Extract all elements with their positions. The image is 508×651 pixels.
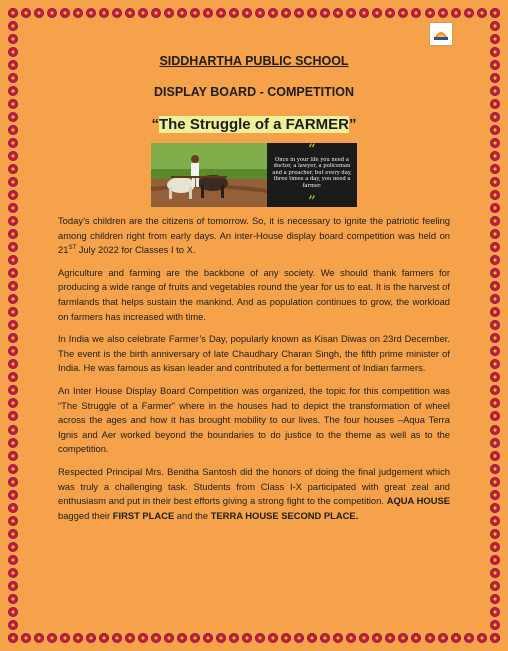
- border-flower-icon: [177, 8, 187, 18]
- border-flower-icon: [8, 307, 18, 317]
- border-flower-icon: [490, 529, 500, 539]
- border-flower-icon: [398, 633, 408, 643]
- border-flower-icon: [333, 633, 343, 643]
- border-flower-icon: [346, 8, 356, 18]
- border-flower-icon: [8, 21, 18, 31]
- border-flower-icon: [8, 281, 18, 291]
- border-flower-icon: [490, 542, 500, 552]
- competition-theme: [58, 116, 450, 133]
- border-flower-icon: [490, 594, 500, 604]
- border-flower-icon: [372, 633, 382, 643]
- border-flower-icon: [8, 333, 18, 343]
- border-flower-icon: [490, 581, 500, 591]
- border-flower-icon: [21, 8, 31, 18]
- first-place-house: AQUA HOUSE: [386, 495, 450, 507]
- border-flower-icon: [8, 555, 18, 565]
- border-flower-icon: [203, 633, 213, 643]
- border-flower-icon: [490, 99, 500, 109]
- school-logo-icon: [429, 22, 453, 46]
- border-flower-icon: [490, 73, 500, 83]
- border-flower-icon: [242, 8, 252, 18]
- border-flower-icon: [8, 464, 18, 474]
- border-flower-icon: [490, 516, 500, 526]
- border-flower-icon: [216, 8, 226, 18]
- border-flower-icon: [346, 633, 356, 643]
- intro-text: Today’s children are the citizens of tomorrow. So, it is necessary to ignite the patriotic feeling among children right from early days. An inter-House display board competition was held on 21: [58, 215, 450, 256]
- paragraph-intro: [58, 214, 450, 258]
- border-flower-icon: [73, 633, 83, 643]
- border-flower-icon: [8, 503, 18, 513]
- border-flower-icon: [73, 8, 83, 18]
- border-flower-icon: [490, 555, 500, 565]
- border-flower-icon: [8, 411, 18, 421]
- border-flower-icon: [490, 620, 500, 630]
- article: [58, 50, 450, 523]
- farmer-ploughing-photo: [151, 143, 267, 207]
- quote-close-mark: ”: [308, 194, 316, 209]
- border-flower-icon: [451, 8, 461, 18]
- border-flower-icon: [138, 8, 148, 18]
- border-flower-icon: [60, 8, 70, 18]
- border-flower-icon: [398, 8, 408, 18]
- border-flower-icon: [425, 8, 435, 18]
- border-flower-icon: [490, 464, 500, 474]
- border-flower-icon: [8, 620, 18, 630]
- border-flower-icon: [8, 34, 18, 44]
- farmer-quote-box: [267, 143, 357, 207]
- border-flower-icon: [490, 177, 500, 187]
- border-flower-icon: [8, 99, 18, 109]
- border-flower-icon: [490, 216, 500, 226]
- theme-close-quote: ”: [349, 116, 357, 133]
- border-flower-icon: [8, 425, 18, 435]
- border-flower-icon: [372, 8, 382, 18]
- border-flower-icon: [490, 333, 500, 343]
- border-flower-icon: [8, 438, 18, 448]
- date-ordinal-suffix: ST: [68, 245, 77, 252]
- border-flower-icon: [151, 8, 161, 18]
- border-flower-icon: [490, 112, 500, 122]
- paragraph-competition: An Inter House Display Board Competition was organized, the topic for this competition was “The Struggle of a Farmer” where in the houses had to depict the transformation of wheel across the ages and how it has brought mobility to our lives. The four houses –Aqua Terra Ignis and Aer worked beyond the boundaries to do justice to the theme as well as to the competition.: [58, 384, 450, 455]
- border-flower-icon: [294, 633, 304, 643]
- border-flower-icon: [8, 607, 18, 617]
- border-flower-icon: [490, 503, 500, 513]
- border-flower-icon: [490, 307, 500, 317]
- results-connector: bagged their: [58, 509, 113, 521]
- border-flower-icon: [8, 359, 18, 369]
- border-flower-icon: [281, 8, 291, 18]
- border-flower-icon: [464, 633, 474, 643]
- border-flower-icon: [490, 294, 500, 304]
- second-place-label: TERRA HOUSE SECOND PLACE.: [210, 509, 359, 521]
- border-flower-icon: [255, 8, 265, 18]
- border-flower-icon: [216, 633, 226, 643]
- border-flower-icon: [490, 411, 500, 421]
- border-flower-icon: [490, 203, 500, 213]
- border-flower-icon: [490, 125, 500, 135]
- border-flower-icon: [490, 164, 500, 174]
- border-flower-icon: [8, 86, 18, 96]
- border-flower-icon: [464, 8, 474, 18]
- paragraph-results: [58, 465, 450, 523]
- border-flower-icon: [151, 633, 161, 643]
- border-flower-icon: [125, 633, 135, 643]
- border-flower-icon: [490, 268, 500, 278]
- border-flower-icon: [190, 633, 200, 643]
- border-flower-icon: [21, 633, 31, 643]
- border-flower-icon: [438, 633, 448, 643]
- border-flower-icon: [177, 633, 187, 643]
- border-flower-icon: [490, 568, 500, 578]
- border-flower-icon: [385, 8, 395, 18]
- border-flower-icon: [320, 633, 330, 643]
- border-flower-icon: [490, 34, 500, 44]
- school-emblem-icon: [432, 25, 450, 43]
- border-flower-icon: [490, 229, 500, 239]
- border-flower-icon: [425, 633, 435, 643]
- border-flower-icon: [8, 372, 18, 382]
- border-flower-icon: [8, 255, 18, 265]
- border-flower-icon: [477, 633, 487, 643]
- border-flower-icon: [490, 490, 500, 500]
- border-flower-icon: [490, 190, 500, 200]
- border-flower-icon: [8, 268, 18, 278]
- border-flower-icon: [490, 21, 500, 31]
- border-flower-icon: [60, 633, 70, 643]
- paragraph-agriculture: Agriculture and farming are the backbone of any society. We should thank farmers for producing a wide range of fruits and vegetables round the year for us to eat. It is the harvest of farmlands that helps sustain the mankind. And as population continues to grow, the workload on farmers has increased with time.: [58, 266, 450, 322]
- border-flower-icon: [490, 242, 500, 252]
- border-flower-icon: [490, 607, 500, 617]
- border-flower-icon: [294, 8, 304, 18]
- border-flower-icon: [490, 47, 500, 57]
- border-flower-icon: [333, 8, 343, 18]
- border-flower-icon: [8, 177, 18, 187]
- border-flower-icon: [490, 320, 500, 330]
- theme-open-quote: “: [151, 116, 159, 133]
- border-flower-icon: [8, 138, 18, 148]
- border-flower-icon: [268, 8, 278, 18]
- school-name: SIDDHARTHA PUBLIC SCHOOL: [159, 54, 349, 68]
- border-flower-icon: [8, 60, 18, 70]
- border-flower-icon: [8, 477, 18, 487]
- bottom-flower-border: [8, 631, 500, 645]
- right-flower-border: [488, 8, 502, 643]
- border-flower-icon: [8, 320, 18, 330]
- border-flower-icon: [359, 8, 369, 18]
- border-flower-icon: [8, 294, 18, 304]
- border-flower-icon: [112, 633, 122, 643]
- border-flower-icon: [490, 438, 500, 448]
- border-flower-icon: [8, 164, 18, 174]
- border-flower-icon: [8, 8, 18, 18]
- border-flower-icon: [86, 633, 96, 643]
- border-flower-icon: [268, 633, 278, 643]
- border-flower-icon: [8, 151, 18, 161]
- border-flower-icon: [490, 372, 500, 382]
- border-flower-icon: [8, 633, 18, 643]
- border-flower-icon: [8, 542, 18, 552]
- article-body: [58, 214, 450, 523]
- border-flower-icon: [281, 633, 291, 643]
- border-flower-icon: [8, 516, 18, 526]
- border-flower-icon: [8, 242, 18, 252]
- border-flower-icon: [490, 451, 500, 461]
- border-flower-icon: [8, 346, 18, 356]
- border-flower-icon: [8, 581, 18, 591]
- border-flower-icon: [34, 8, 44, 18]
- quote-open-mark: “: [308, 142, 316, 157]
- border-flower-icon: [8, 490, 18, 500]
- border-flower-icon: [490, 346, 500, 356]
- border-flower-icon: [490, 633, 500, 643]
- border-flower-icon: [99, 633, 109, 643]
- border-flower-icon: [8, 229, 18, 239]
- border-flower-icon: [8, 398, 18, 408]
- border-flower-icon: [8, 112, 18, 122]
- border-flower-icon: [8, 385, 18, 395]
- border-flower-icon: [8, 190, 18, 200]
- first-place-label: FIRST PLACE: [112, 509, 175, 521]
- border-flower-icon: [242, 633, 252, 643]
- border-flower-icon: [8, 451, 18, 461]
- border-flower-icon: [411, 8, 421, 18]
- intro-text-end: July 2022 for Classes I to X.: [76, 244, 196, 256]
- border-flower-icon: [229, 633, 239, 643]
- border-flower-icon: [47, 8, 57, 18]
- border-flower-icon: [138, 633, 148, 643]
- border-flower-icon: [490, 151, 500, 161]
- border-flower-icon: [385, 633, 395, 643]
- theme-title: The Struggle of a FARMER: [158, 116, 349, 133]
- border-flower-icon: [411, 633, 421, 643]
- farmer-with-oxen-image: [151, 143, 267, 207]
- border-flower-icon: [490, 138, 500, 148]
- border-flower-icon: [490, 477, 500, 487]
- border-flower-icon: [86, 8, 96, 18]
- border-flower-icon: [490, 398, 500, 408]
- border-flower-icon: [8, 568, 18, 578]
- border-flower-icon: [99, 8, 109, 18]
- border-flower-icon: [164, 8, 174, 18]
- border-flower-icon: [451, 633, 461, 643]
- farmer-banner: [151, 143, 357, 207]
- border-flower-icon: [490, 281, 500, 291]
- border-flower-icon: [490, 425, 500, 435]
- page-subtitle: DISPLAY BOARD - COMPETITION: [153, 85, 355, 99]
- border-flower-icon: [490, 359, 500, 369]
- border-flower-icon: [490, 8, 500, 18]
- results-connector-2: and the: [174, 509, 211, 521]
- left-flower-border: [6, 8, 20, 643]
- border-flower-icon: [8, 216, 18, 226]
- border-flower-icon: [203, 8, 213, 18]
- border-flower-icon: [8, 73, 18, 83]
- border-flower-icon: [47, 633, 57, 643]
- border-flower-icon: [320, 8, 330, 18]
- paragraph-kisan-diwas: In India we also celebrate Farmer’s Day, popularly known as Kisan Diwas on 23rd December. The event is the birth anniversary of late Chaudhary Charan Singh, the fifth prime minister of India. He was famous as kisan leader and contributed a for betterment of Indian farmers.: [58, 333, 450, 374]
- border-flower-icon: [8, 47, 18, 57]
- border-flower-icon: [490, 255, 500, 265]
- border-flower-icon: [229, 8, 239, 18]
- results-text: Respected Principal Mrs. Benitha Santosh did the honors of doing the final judgement which was truly a challenging task. Students from Class I-X participated with great zeal and enthusiasm and put in their best efforts giving a strong fight to the competition.: [58, 465, 450, 507]
- border-flower-icon: [34, 633, 44, 643]
- border-flower-icon: [8, 203, 18, 213]
- farmer-quote-text: Once in your life you need a doctor, a lawyer, a policeman and a preacher, but every day, three times a day, you need a farmer.: [272, 157, 352, 189]
- border-flower-icon: [490, 60, 500, 70]
- border-flower-icon: [490, 86, 500, 96]
- border-flower-icon: [307, 633, 317, 643]
- border-flower-icon: [8, 594, 18, 604]
- border-flower-icon: [438, 8, 448, 18]
- border-flower-icon: [255, 633, 265, 643]
- border-flower-icon: [190, 8, 200, 18]
- border-flower-icon: [164, 633, 174, 643]
- border-flower-icon: [8, 125, 18, 135]
- border-flower-icon: [125, 8, 135, 18]
- border-flower-icon: [8, 529, 18, 539]
- border-flower-icon: [359, 633, 369, 643]
- top-flower-border: [8, 6, 500, 20]
- border-flower-icon: [490, 385, 500, 395]
- border-flower-icon: [112, 8, 122, 18]
- border-flower-icon: [307, 8, 317, 18]
- border-flower-icon: [477, 8, 487, 18]
